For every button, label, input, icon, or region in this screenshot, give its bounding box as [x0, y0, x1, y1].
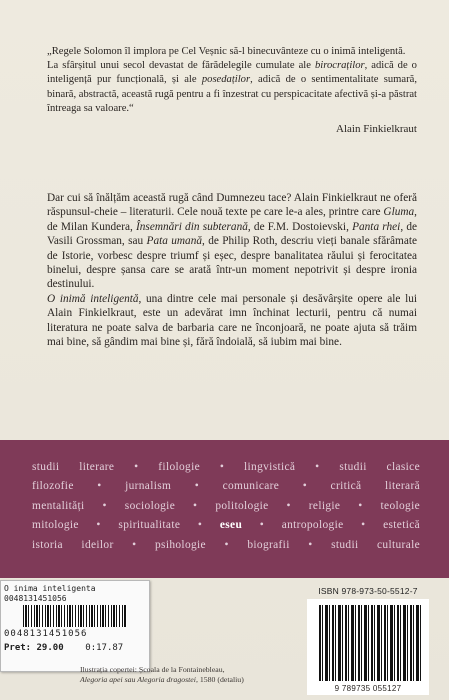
- tag-line-2: [32, 477, 420, 496]
- epigraph-quote: [47, 45, 417, 136]
- tag-item: eseu: [219, 519, 243, 532]
- tag-separator: •: [268, 499, 309, 512]
- tag-item: religie: [308, 499, 341, 512]
- isbn-barcode-bars: [319, 605, 421, 681]
- tag-item: mentalități: [32, 499, 85, 512]
- tag-separator: •: [113, 538, 155, 551]
- collection-tags: [32, 458, 420, 555]
- sticker-time: 0:17.87: [85, 643, 124, 653]
- tag-item: filologie: [158, 461, 201, 473]
- sticker-code: 0048131451056: [4, 594, 67, 603]
- tag-separator: •: [171, 480, 223, 493]
- tag-line-3: [32, 497, 420, 516]
- tag-line-1: [32, 458, 420, 477]
- tag-item: istoria ideilor: [32, 538, 114, 551]
- tag-item: comunicare: [222, 480, 280, 493]
- tag-item: antropologie: [281, 519, 344, 532]
- tag-item: filozofie: [32, 480, 74, 493]
- tag-separator: •: [295, 461, 340, 473]
- credits-line-1: Ilustrația copertei: Școala de la Fontainebleau,: [80, 665, 225, 674]
- tag-line-4: [32, 516, 420, 535]
- tag-separator: •: [343, 519, 384, 532]
- tag-separator: •: [205, 538, 248, 551]
- quote-attribution: Alain Finkielkraut: [336, 123, 417, 136]
- isbn-barcode: [307, 599, 429, 695]
- tag-separator: •: [84, 499, 125, 512]
- tag-separator: •: [340, 499, 381, 512]
- tag-separator: •: [289, 538, 332, 551]
- blurb-paragraph-1: Dar cui să înălțăm această rugă când Dumnezeu tace? Alain Finkielkraut ne oferă răspunsul-cheie – literaturii. Cele nouă texte pe care le-a ales, printre care Gluma, de Milan Kundera, Însemnări din subterană, de F.M. Dostoievski, Panta rhei, de Vasili Grossman, sau Pata umană, de Philip Roth, descriu vieți banale sfărâmate de Istorie, vorbesc despre triumf și eșec, despre banalitatea răului și ferocitatea binelui, despre șansa care se arată într-un moment nepotrivit și despre ironia destinului.: [47, 192, 418, 291]
- tag-separator: •: [175, 499, 216, 512]
- tag-item: studii literare: [32, 461, 115, 473]
- tag-separator: •: [180, 519, 220, 532]
- price-label: Pret:: [4, 643, 32, 653]
- sticker-title: O inima inteligenta: [4, 584, 96, 593]
- tag-item: estetică: [383, 519, 421, 532]
- tag-item: politologie: [215, 499, 269, 512]
- tag-separator: •: [242, 519, 282, 532]
- blurb: [47, 191, 417, 349]
- tag-item: teologie: [380, 499, 421, 512]
- tag-item: lingvistică: [244, 461, 296, 473]
- isbn-text: ISBN 978-973-50-5512-7: [318, 586, 418, 596]
- credits-line-2: Alegoria apei sau Alegoria dragostei, 1580 (detaliu): [80, 675, 244, 684]
- quote-paragraph-2: La sfârșitul unui secol devastat de fărădelegile cumulate ale birocraților, adică de o inteligență pur funcțională, și ale posedaților, adică de o sentimentalitate sumară, binară, abstractă, această rugă pentru a fi înzestrat cu perspicacitate afectivă și-a păstrat întreaga sa valoare.“: [47, 60, 417, 114]
- tag-item: sociologie: [124, 499, 176, 512]
- tag-separator: •: [78, 519, 119, 532]
- tag-item: psihologie: [155, 538, 206, 551]
- price-value: 29.00: [36, 643, 64, 653]
- tag-item: critică literară: [330, 480, 420, 493]
- tag-separator: •: [114, 461, 159, 473]
- sticker-price-row: [4, 643, 123, 653]
- quote-paragraph-1: „Regele Solomon îl implora pe Cel Veșnic să-l binecuvânteze cu o inimă inteligentă.: [47, 46, 406, 57]
- tag-item: studii clasice: [339, 461, 420, 473]
- tag-separator: •: [73, 480, 126, 493]
- tag-item: studii culturale: [331, 538, 421, 551]
- tag-line-5: [32, 536, 420, 555]
- isbn-block: [307, 586, 429, 695]
- tag-item: jurnalism: [125, 480, 172, 493]
- tag-item: mitologie: [32, 519, 79, 532]
- sticker-barcode-digits: 0048131451056: [4, 629, 88, 639]
- blurb-paragraph-2: O inimă inteligentă, una dintre cele mai personale și desăvârșite opere ale lui Alain Finkielkraut, este un adevărat imn închinat lecturii, pentru că numai literatura ne poate salva de barbaria care ne înconjoară, ne poate ajuta să trăim mai bine, să gândim mai bine și, fără îndoială, să iubim mai bine.: [47, 292, 417, 349]
- sticker-barcode: [23, 605, 127, 627]
- tag-separator: •: [279, 480, 331, 493]
- tag-separator: •: [200, 461, 245, 473]
- tag-item: biografii: [247, 538, 290, 551]
- cover-credits: [80, 665, 280, 685]
- price-sticker: [0, 580, 150, 672]
- tag-item: spiritualitate: [118, 519, 181, 532]
- isbn-barcode-digits: 9 789735 055127: [334, 684, 402, 693]
